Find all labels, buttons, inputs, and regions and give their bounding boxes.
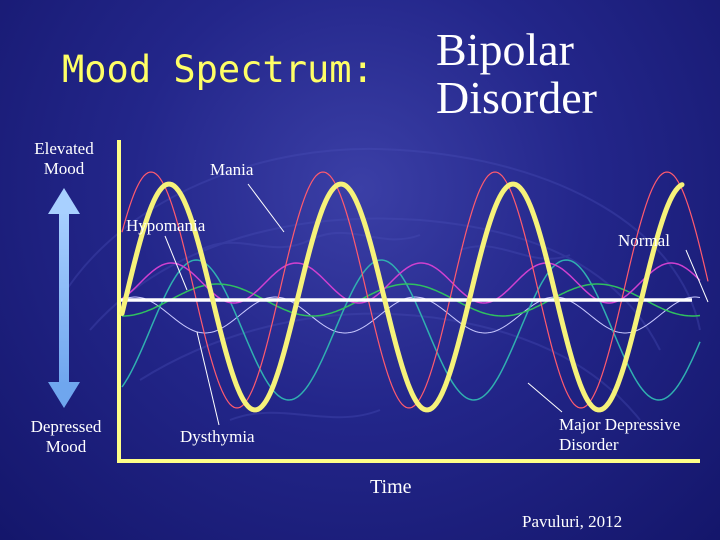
- major-depressive-leader-line: [528, 383, 562, 412]
- elevated-mood-label: Elevated Mood: [34, 139, 94, 178]
- title-bipolar-disorder: [436, 26, 636, 122]
- mania-leader-line: [248, 184, 284, 232]
- time-axis-label: Time: [370, 476, 412, 498]
- mania-label: Mania: [210, 160, 254, 179]
- normal-leader-line: [686, 250, 708, 302]
- title-disorder: Disorder: [436, 72, 597, 123]
- depressed-mood-label: Depressed Mood: [30, 417, 102, 456]
- major-depressive-disorder-label: Major Depressive Disorder: [559, 415, 681, 454]
- normal-label: Normal: [618, 231, 670, 250]
- title-bipolar: Bipolar: [436, 24, 574, 75]
- credit-citation: Pavuluri, 2012: [522, 512, 623, 531]
- mood-scale-arrow: [48, 188, 80, 408]
- title-mood-spectrum: Mood Spectrum:: [62, 48, 374, 91]
- dysthymia-label: Dysthymia: [180, 427, 255, 446]
- hypomania-label: Hypomania: [126, 216, 206, 235]
